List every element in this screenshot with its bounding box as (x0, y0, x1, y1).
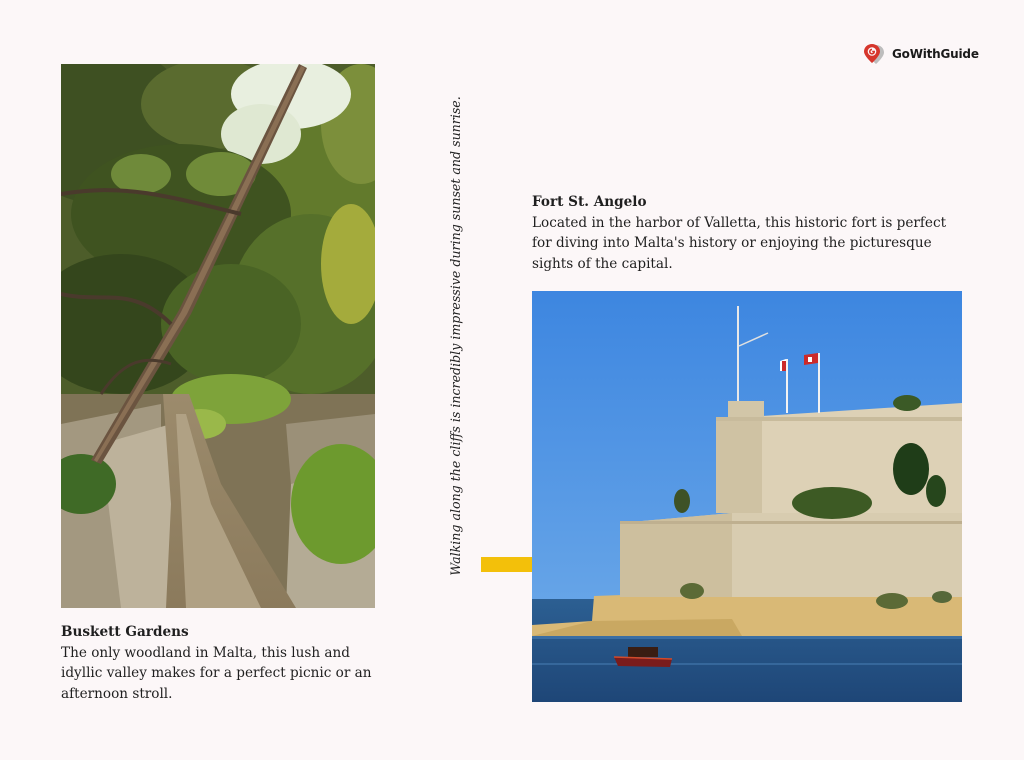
buskett-gardens-path-photo (61, 64, 375, 608)
buskett-gardens-title: Buskett Gardens (61, 624, 189, 640)
map-pin-g-icon (862, 43, 886, 65)
vertical-quote: Walking along the cliffs is incredibly impressive during sunset and sunrise. (448, 96, 463, 576)
accent-bar (481, 557, 532, 572)
fort-st-angelo-caption (532, 192, 967, 274)
brand-logo (862, 43, 979, 65)
fort-st-angelo-description: Located in the harbor of Valletta, this historic fort is perfect for diving into Malta's history or enjoying the picturesque sights of the capital. (532, 214, 947, 272)
buskett-gardens-caption (61, 622, 381, 704)
brand-name: GoWithGuide (892, 47, 979, 61)
fort-st-angelo-photo (532, 291, 962, 702)
fort-st-angelo-title: Fort St. Angelo (532, 194, 647, 210)
buskett-gardens-description: The only woodland in Malta, this lush and idyllic valley makes for a perfect picnic or an afternoon stroll. (61, 644, 372, 702)
